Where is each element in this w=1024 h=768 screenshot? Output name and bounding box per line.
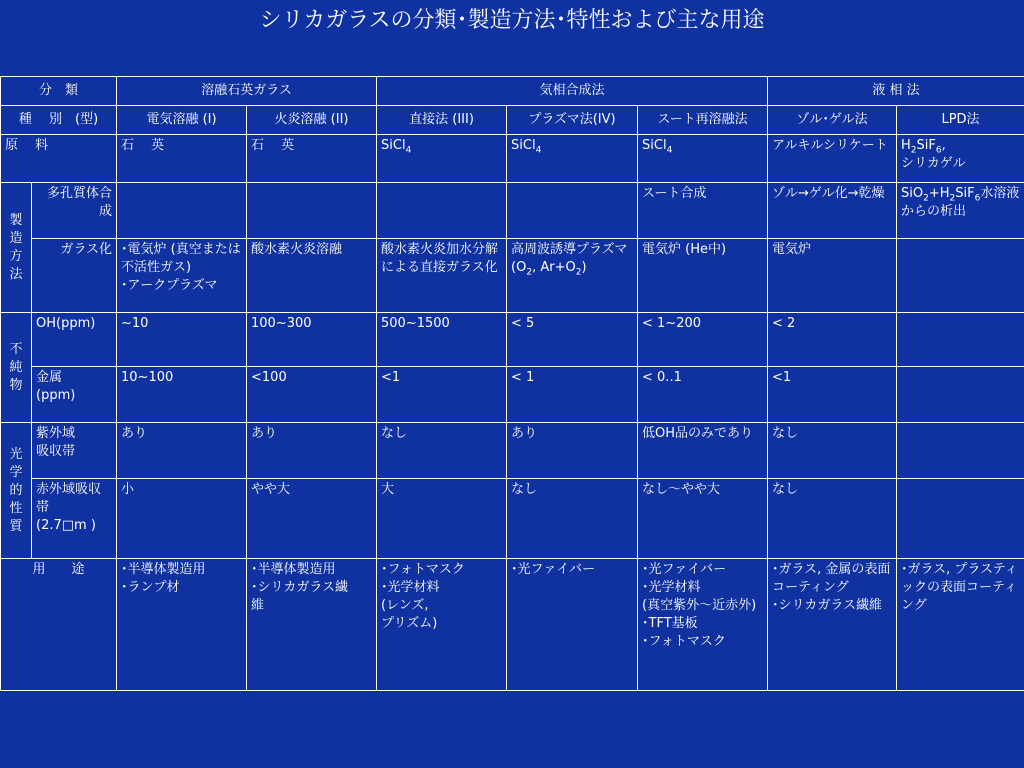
metal-cell: < 1 xyxy=(507,367,638,423)
type-cell: 直接法 (III) xyxy=(377,106,507,135)
vitrify-cell: 高周波誘導プラズマ ($O_2$, $Ar+O_2$) xyxy=(507,239,638,313)
page-title: シリカガラスの分類･製造方法･特性および主な用途 xyxy=(259,8,765,33)
oh-label: OH(ppm) xyxy=(32,313,117,367)
header-vapor-synthesis: 気相合成法 xyxy=(377,77,768,106)
raw-cell: 石 英 xyxy=(117,135,247,183)
ir-label: 赤外域吸収帯 (2.7□m ) xyxy=(32,479,117,559)
metal-cell xyxy=(897,367,1024,423)
metal-cell: <1 xyxy=(377,367,507,423)
raw-cell: SiCl$_4$ xyxy=(507,135,638,183)
vitrify-cell: ･電気炉 (真空または不活性ガス) ･アークプラズマ xyxy=(117,239,247,313)
porous-cell: $SiO_2+H_2SiF_6$水溶液からの析出 xyxy=(897,183,1024,239)
uv-label: 紫外域 吸収帯 xyxy=(32,423,117,479)
raw-cell: 石 英 xyxy=(247,135,377,183)
uses-cell: ･ガラス, プラスティックの表面コーティング xyxy=(897,559,1024,691)
ir-cell: 小 xyxy=(117,479,247,559)
vitrify-cell: 電気炉 (He中) xyxy=(638,239,768,313)
vitrify-cell: 電気炉 xyxy=(768,239,897,313)
metal-cell: <100 xyxy=(247,367,377,423)
oh-cell: 100~300 xyxy=(247,313,377,367)
porous-cell xyxy=(507,183,638,239)
porous-cell: スート合成 xyxy=(638,183,768,239)
uses-cell: ･半導体製造用 ･ランプ材 xyxy=(117,559,247,691)
uv-cell: あり xyxy=(247,423,377,479)
porous-cell: ゾル→ゲル化→乾燥 xyxy=(768,183,897,239)
porous-cell xyxy=(377,183,507,239)
header-fused-quartz: 溶融石英ガラス xyxy=(117,77,377,106)
uv-cell xyxy=(897,423,1024,479)
type-label: 種 別 (型) xyxy=(1,106,117,135)
porous-cell xyxy=(247,183,377,239)
silica-glass-table xyxy=(0,76,1024,691)
porous-cell xyxy=(117,183,247,239)
raw-cell: アルキルシリケート xyxy=(768,135,897,183)
vitrify-label: ガラス化 xyxy=(32,239,117,313)
uv-cell: あり xyxy=(507,423,638,479)
uv-cell: なし xyxy=(377,423,507,479)
ir-cell: 大 xyxy=(377,479,507,559)
manufacturing-group-label: 製造方法 xyxy=(1,183,32,313)
ir-cell: なし～やや大 xyxy=(638,479,768,559)
oh-cell: ~10 xyxy=(117,313,247,367)
oh-cell: < 1~200 xyxy=(638,313,768,367)
type-cell: プラズマ法(IV) xyxy=(507,106,638,135)
type-cell: 火炎溶融 (II) xyxy=(247,106,377,135)
vitrify-cell: 酸水素火炎溶融 xyxy=(247,239,377,313)
uses-cell: ･光ファイバー ･光学材料 (真空紫外～近赤外) ･TFT基板 ･フォトマスク xyxy=(638,559,768,691)
uv-cell: 低OH品のみであり xyxy=(638,423,768,479)
type-cell: LPD法 xyxy=(897,106,1024,135)
ir-cell: なし xyxy=(768,479,897,559)
raw-label: 原 料 xyxy=(1,135,117,183)
metal-label: 金属 (ppm) xyxy=(32,367,117,423)
optical-group-label: 光学的性質 xyxy=(1,423,32,559)
impurities-group-label: 不純物 xyxy=(1,313,32,423)
uses-cell: ･ガラス, 金属の表面コーティング ･シリカガラス繊維 xyxy=(768,559,897,691)
ir-cell: やや大 xyxy=(247,479,377,559)
raw-cell: SiCl$_4$ xyxy=(638,135,768,183)
header-liquid-phase: 液 相 法 xyxy=(768,77,1024,106)
metal-cell: < 0..1 xyxy=(638,367,768,423)
ir-cell: なし xyxy=(507,479,638,559)
uses-cell: ･光ファイバー xyxy=(507,559,638,691)
uses-cell: ･フォトマスク ･光学材料 (レンズ, プリズム) xyxy=(377,559,507,691)
oh-cell: < 2 xyxy=(768,313,897,367)
oh-cell xyxy=(897,313,1024,367)
type-cell: 電気溶融 (I) xyxy=(117,106,247,135)
porous-label: 多孔質体合成 xyxy=(32,183,117,239)
vitrify-cell xyxy=(897,239,1024,313)
uses-cell: ･半導体製造用 ･シリカガラス繊 維 xyxy=(247,559,377,691)
ir-cell xyxy=(897,479,1024,559)
type-cell: スート再溶融法 xyxy=(638,106,768,135)
uv-cell: なし xyxy=(768,423,897,479)
metal-cell: <1 xyxy=(768,367,897,423)
oh-cell: 500~1500 xyxy=(377,313,507,367)
type-cell: ゾル･ゲル法 xyxy=(768,106,897,135)
uses-label: 用 途 xyxy=(1,559,117,691)
uv-cell: あり xyxy=(117,423,247,479)
raw-cell: $H_2SiF_6$, シリカゲル xyxy=(897,135,1024,183)
header-category: 分 類 xyxy=(1,77,117,106)
metal-cell: 10~100 xyxy=(117,367,247,423)
raw-cell: SiCl$_4$ xyxy=(377,135,507,183)
oh-cell: < 5 xyxy=(507,313,638,367)
vitrify-cell: 酸水素火炎加水分解による直接ガラス化 xyxy=(377,239,507,313)
